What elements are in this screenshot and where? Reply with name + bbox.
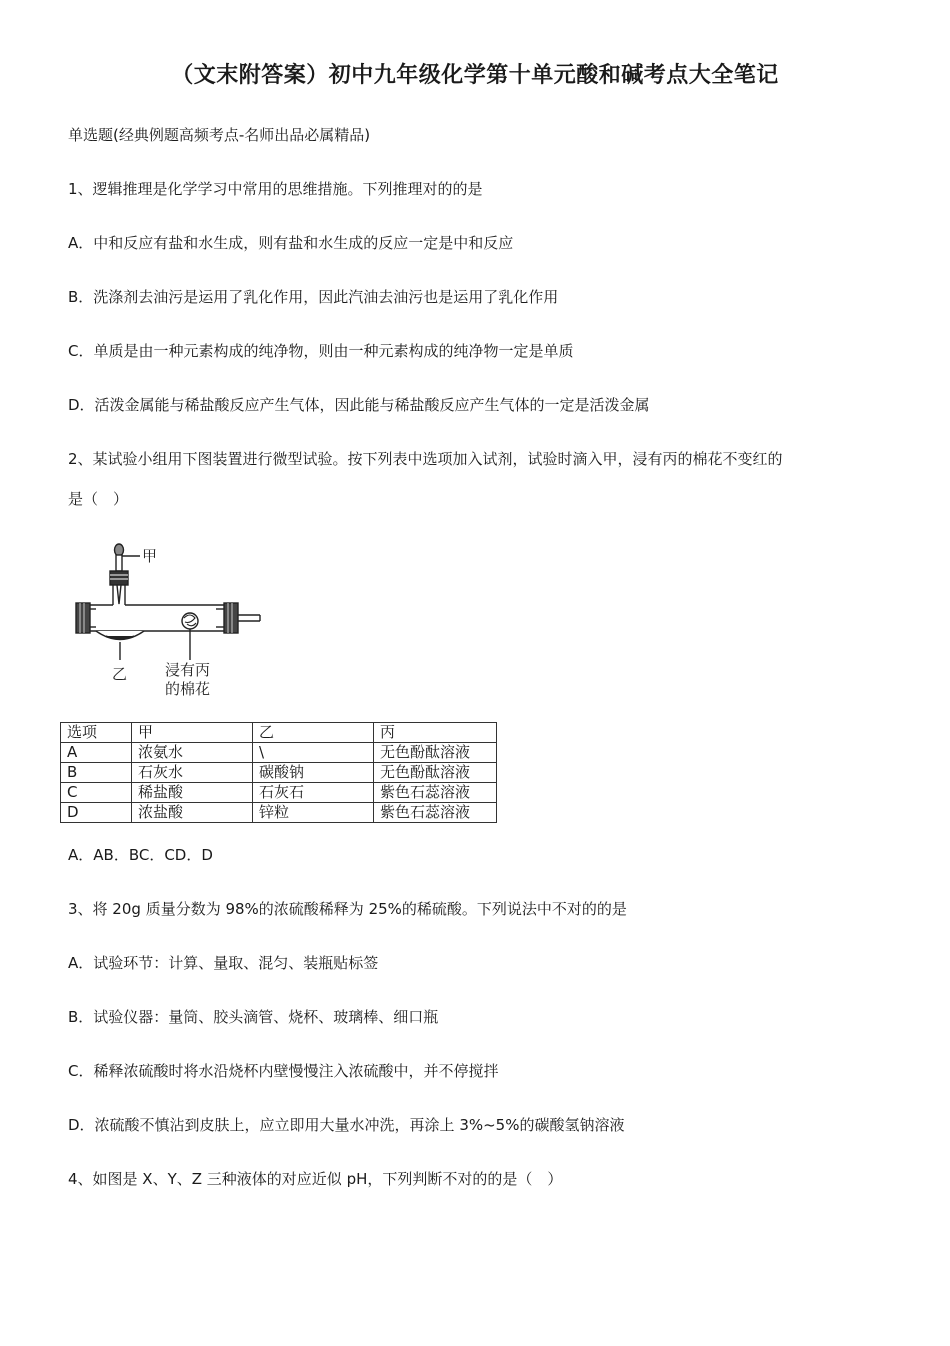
question-2-answer-options: A．AB．BC．CD．D: [68, 846, 213, 864]
table-header-cell: 乙: [253, 723, 374, 743]
label-yi: 乙: [112, 665, 128, 683]
question-3-option-c: C．稀释浓硫酸时将水沿烧杯内壁慢慢注入浓硫酸中，并不停搅拌: [68, 1062, 499, 1080]
label-jia: 甲: [142, 547, 158, 565]
table-cell: 稀盐酸: [132, 783, 253, 803]
apparatus-diagram: [68, 538, 268, 703]
table-header-cell: 选项: [61, 723, 132, 743]
question-3-option-b: B．试验仪器：量筒、胶头滴管、烧杯、玻璃棒、细口瓶: [68, 1008, 439, 1026]
table-cell: D: [61, 803, 132, 823]
table-cell: \: [253, 743, 374, 763]
table-header-cell: 丙: [374, 723, 497, 743]
question-1-stem: 1、逻辑推理是化学学习中常用的思维措施。下列推理对的的是: [68, 180, 483, 198]
table-cell: C: [61, 783, 132, 803]
table-row: [61, 743, 497, 763]
table-cell: 锌粒: [253, 803, 374, 823]
table-cell: 紫色石蕊溶液: [374, 783, 497, 803]
table-header-row: [61, 723, 497, 743]
table-cell: B: [61, 763, 132, 783]
table-cell: 石灰水: [132, 763, 253, 783]
table-cell: 石灰石: [253, 783, 374, 803]
question-1-option-b: B．洗涤剂去油污是运用了乳化作用，因此汽油去油污也是运用了乳化作用: [68, 288, 559, 306]
question-3-stem: 3、将 20g 质量分数为 98%的浓硫酸稀释为 25%的稀硫酸。下列说法中不对的的是: [68, 900, 627, 918]
question-1-option-c: C．单质是由一种元素构成的纯净物，则由一种元素构成的纯净物一定是单质: [68, 342, 574, 360]
question-4-stem: 4、如图是 X、Y、Z 三种液体的对应近似 pH，下列判断不对的的是（ ）: [68, 1170, 563, 1188]
table-cell: 紫色石蕊溶液: [374, 803, 497, 823]
question-3-option-a: A．试验环节：计算、量取、混匀、装瓶贴标签: [68, 954, 379, 972]
page-title: （文末附答案）初中九年级化学第十单元酸和碱考点大全笔记: [171, 63, 779, 88]
question-1-option-d: D．活泼金属能与稀盐酸反应产生气体，因此能与稀盐酸反应产生气体的一定是活泼金属: [68, 396, 650, 414]
question-1-option-a: A．中和反应有盐和水生成，则有盐和水生成的反应一定是中和反应: [68, 234, 514, 252]
question-3-option-d: D．浓硫酸不慎沾到皮肤上，应立即用大量水冲洗，再涂上 3%~5%的碳酸氢钠溶液: [68, 1116, 625, 1134]
table-cell: 浓盐酸: [132, 803, 253, 823]
table-row: [61, 803, 497, 823]
table-cell: 浓氨水: [132, 743, 253, 763]
table-cell: 碳酸钠: [253, 763, 374, 783]
table-row: [61, 763, 497, 783]
table-header-cell: 甲: [132, 723, 253, 743]
table-cell: 无色酚酞溶液: [374, 743, 497, 763]
label-bing-line-2: 的棉花: [165, 680, 211, 698]
question-2-stem-line-1: 2、某试验小组用下图装置进行微型试验。按下列表中选项加入试剂，试验时滴入甲，浸有丙的棉花不变红的: [68, 450, 783, 468]
section-heading: 单选题(经典例题高频考点-名师出品必属精品): [68, 126, 371, 144]
table-cell: A: [61, 743, 132, 763]
table-row: [61, 783, 497, 803]
question-2-stem-line-2: 是（ ）: [68, 490, 129, 508]
label-bing-line-1: 浸有丙: [165, 661, 211, 679]
options-table: [60, 722, 497, 823]
table-cell: 无色酚酞溶液: [374, 763, 497, 783]
